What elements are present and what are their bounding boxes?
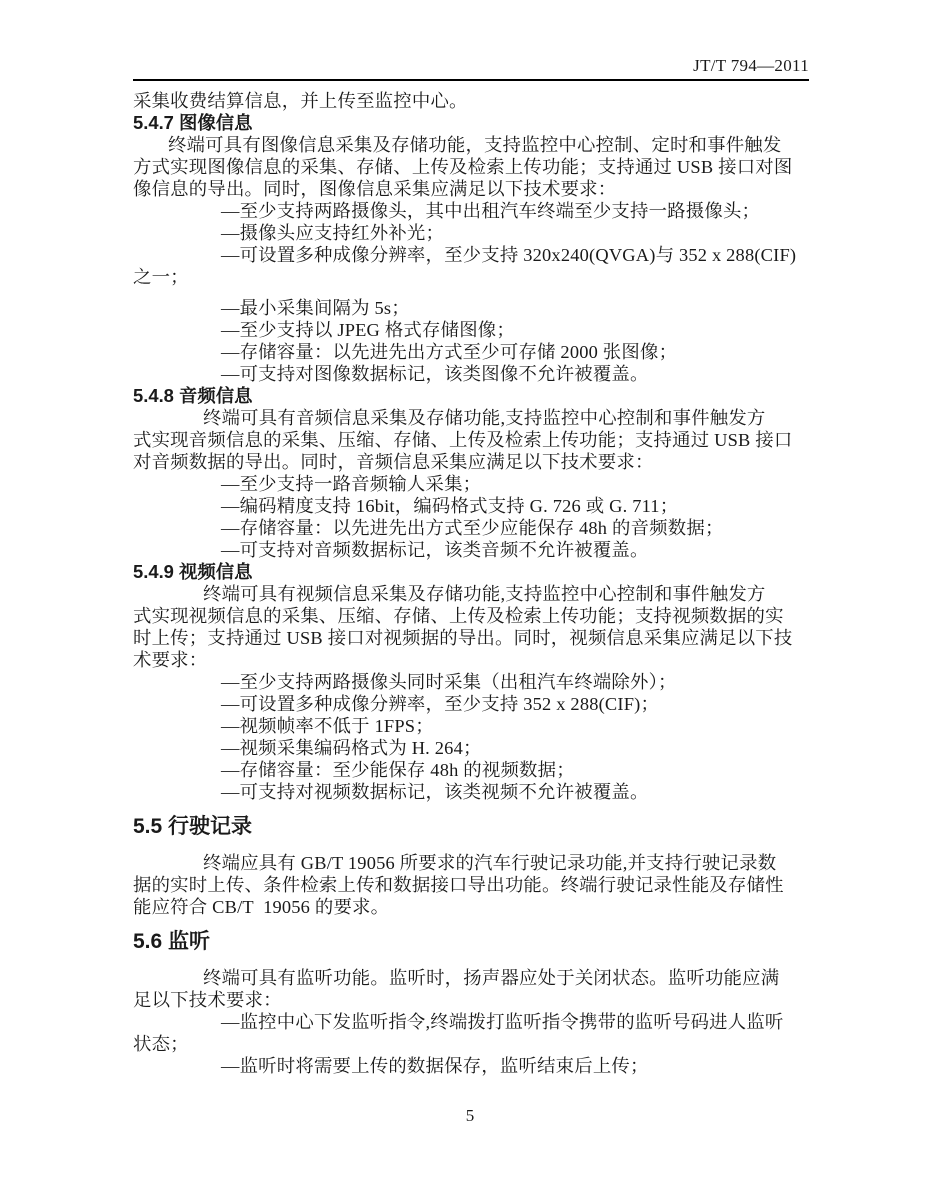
text-line: 能应符合 CB/T 19056 的要求。 xyxy=(133,897,390,917)
text-line: 像信息的导出。同时，图像信息采集应满足以下技术要求： xyxy=(133,179,617,199)
text-line: 终端可具有监听功能。监听时，扬声器应处于关闭状态。监听功能应满 xyxy=(203,968,780,988)
text-line: —存储容量：以先进先出方式至少应能保存 48h 的音频数据； xyxy=(221,518,724,538)
text-line: 状态； xyxy=(133,1034,189,1054)
text-line: 对音频数据的导出。同时，音频信息采集应满足以下技术要求： xyxy=(133,452,654,472)
text-line: 式实现视频信息的采集、压缩、存储、上传及检索上传功能；支持视频数据的实 xyxy=(133,606,784,626)
text-line: 据的实时上传、条件检索上传和数据接口导出功能。终端行驶记录性能及存储性 xyxy=(133,875,784,895)
text-line: 式实现音频信息的采集、压缩、存储、上传及检索上传功能；支持通过 USB 接口 xyxy=(133,430,793,450)
text-line: —存储容量：至少能保存 48h 的视频数据； xyxy=(221,760,575,780)
text-line: —至少支持以 JPEG 格式存储图像； xyxy=(221,320,515,340)
text-line: —最小采集间隔为 5s； xyxy=(221,298,410,318)
section-heading: 5.5 行驶记录 xyxy=(133,815,253,838)
text-line: —至少支持一路音频输人采集； xyxy=(221,474,482,494)
section-heading: 5.4.8 音频信息 xyxy=(133,385,253,406)
text-line: —可设置多种成像分辨率，至少支持 320x240(QVGA)与 352 x 288(CIF) xyxy=(221,245,797,265)
text-line: 终端可具有音频信息采集及存储功能,支持监控中心控制和事件触发方 xyxy=(203,408,766,428)
text-line: —至少支持两路摄像头同时采集（出租汽车终端除外）； xyxy=(221,672,677,692)
section-heading: 5.4.7 图像信息 xyxy=(133,112,253,133)
text-line: —视频采集编码格式为 H. 264； xyxy=(221,738,482,758)
section-heading: 5.4.9 视频信息 xyxy=(133,561,253,582)
text-line: —监控中心下发监听指令,终端拨打监听指令携带的监听号码进人监听 xyxy=(221,1012,784,1032)
text-line: 足以下技术要求： xyxy=(133,990,282,1010)
text-line: —编码精度支持 16bit，编码格式支持 G. 726 或 G. 711； xyxy=(221,496,679,516)
text-line: —可支持对视频数据标记，该类视频不允许被覆盖。 xyxy=(221,782,649,802)
text-line: —可支持对音频数据标记，该类音频不允许被覆盖。 xyxy=(221,540,649,560)
text-line: —监听时将需要上传的数据保存，监听结束后上传； xyxy=(221,1056,649,1076)
text-line: 终端应具有 GB/T 19056 所要求的汽车行驶记录功能,并支持行驶记录数 xyxy=(203,853,777,873)
page-number: 5 xyxy=(465,1106,475,1125)
document-body xyxy=(133,90,823,1077)
page-header-standard-number: JT/T 794—2011 xyxy=(133,56,809,81)
text-line: 终端可具有图像信息采集及存储功能，支持监控中心控制、定时和事件触发 xyxy=(168,135,782,155)
text-line: 采集收费结算信息，并上传至监控中心。 xyxy=(133,91,468,111)
text-line: —视频帧率不低于 1FPS； xyxy=(221,716,434,736)
text-line: —至少支持两路摄像头，其中出租汽车终端至少支持一路摄像头； xyxy=(221,201,761,221)
text-line: 方式实现图像信息的采集、存储、上传及检索上传功能；支持通过 USB 接口对图 xyxy=(133,157,793,177)
text-line: —存储容量：以先进先出方式至少可存储 2000 张图像； xyxy=(221,342,678,362)
text-line: 术要求： xyxy=(133,650,208,670)
text-line: —可支持对图像数据标记，该类图像不允许被覆盖。 xyxy=(221,364,649,384)
text-line: 之一； xyxy=(133,267,189,287)
section-heading: 5.6 监听 xyxy=(133,930,211,953)
text-line: —可设置多种成像分辨率，至少支持 352 x 288(CIF)； xyxy=(221,694,660,714)
text-line: —摄像头应支持红外补光； xyxy=(221,223,445,243)
text-line: 时上传；支持通过 USB 接口对视频据的导出。同时，视频信息采集应满足以下技 xyxy=(133,628,793,648)
text-line: 终端可具有视频信息采集及存储功能,支持监控中心控制和事件触发方 xyxy=(203,584,766,604)
